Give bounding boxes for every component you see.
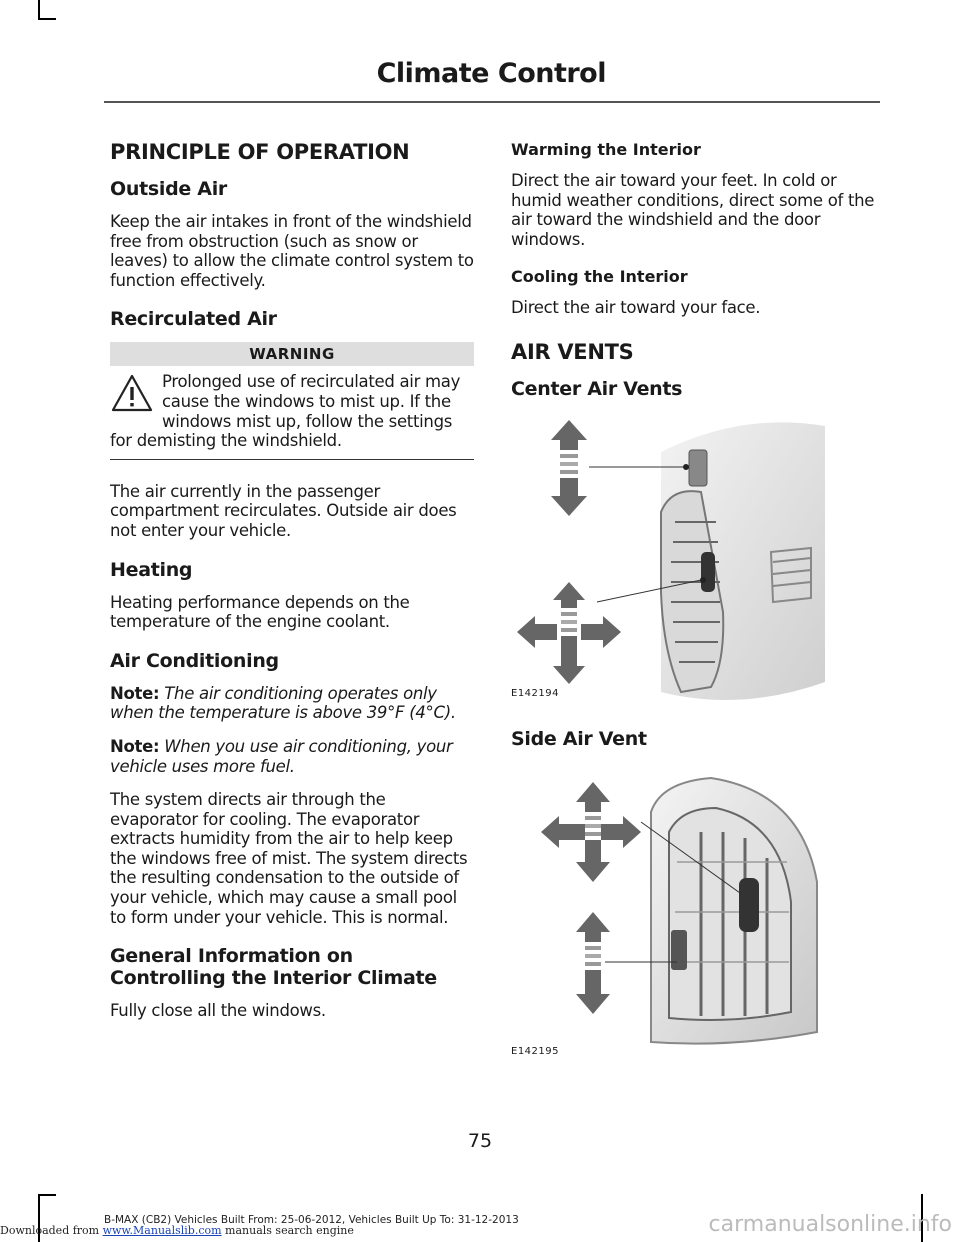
heading-center-air-vents: Center Air Vents (511, 377, 683, 400)
heading-side-air-vent: Side Air Vent (511, 727, 647, 750)
header-rule (104, 101, 880, 103)
figure-label: E142195 (511, 1045, 559, 1057)
manualslib-link[interactable]: www.Manualslib.com (102, 1224, 222, 1237)
note-1 (110, 684, 474, 723)
download-prefix: Downloaded from (0, 1224, 103, 1237)
warning-text: Prolonged use of recirculated air may cause the windows to mist up. If the windows mist up, follow the settings for demisting the windshield. (110, 372, 461, 451)
watermark: carmanualsonline.info (708, 1212, 952, 1237)
up-down-arrow-icon (551, 420, 587, 516)
heading-heating: Heating (110, 558, 193, 581)
heading-air-conditioning: Air Conditioning (110, 649, 279, 672)
side-vent-figure (511, 762, 875, 1062)
paragraph-warming: Direct the air toward your feet. In cold or humid weather conditions, direct some of the air toward the windshield and the door windows. (511, 171, 875, 249)
paragraph-recirculated-air: The air currently in the passenger compartment recirculates. Outside air does not enter your vehicle. (110, 481, 457, 540)
paragraph-heating: Heating performance depends on the temperature of the engine coolant. (110, 592, 410, 632)
heading-outside-air: Outside Air (110, 178, 227, 200)
note-2-text: When you use air conditioning, your vehicle uses more fuel. (110, 736, 453, 776)
warning-heading: WARNING (110, 342, 474, 366)
center-vents-figure (511, 412, 875, 712)
crop-mark (38, 18, 56, 20)
download-notice (0, 1224, 354, 1237)
warning-body (110, 366, 474, 459)
heading-recirculated-air: Recirculated Air (110, 308, 277, 331)
download-suffix: manuals search engine (221, 1224, 354, 1237)
warning-box (110, 342, 474, 459)
crop-mark (38, 1194, 56, 1196)
crop-mark (38, 0, 40, 18)
paragraph-air-conditioning: The system directs air through the evaporator for cooling. The evaporator extracts humidity from the air to help keep the windows free of mist. The system directs the resulting condensation to the outside of your vehicle, which may cause a small pool to form under your vehicle. This is normal. (110, 790, 468, 927)
up-down-arrow-icon (576, 912, 610, 1014)
note-2 (110, 737, 474, 776)
page-title: Climate Control (376, 58, 606, 89)
heading-warming: Warming the Interior (511, 140, 701, 159)
note-1-text: The air conditioning operates only when the temperature is above 39°F (4°C). (110, 683, 456, 723)
heading-air-vents: AIR VENTS (511, 339, 634, 364)
four-way-arrow-icon (517, 582, 621, 684)
warning-triangle-icon (110, 372, 154, 416)
note-label: Note: (110, 683, 160, 703)
footer-vehicle-text: B-MAX (CB2) Vehicles Built From: 25-06-2012, Vehicles Built Up To: 31-12-2013 (104, 1214, 519, 1226)
paragraph-outside-air: Keep the air intakes in front of the windshield free from obstruction (such as snow or leaves) to allow the climate control system to function effectively. (110, 212, 474, 290)
paragraph-general-information: Fully close all the windows. (110, 1001, 326, 1021)
page-number: 75 (467, 1130, 493, 1152)
four-way-arrow-icon (541, 782, 641, 882)
heading-principle: PRINCIPLE OF OPERATION (110, 140, 410, 164)
heading-cooling: Cooling the Interior (511, 267, 688, 287)
note-label: Note: (110, 736, 160, 756)
right-column (511, 130, 875, 1062)
left-column (110, 130, 474, 1035)
side-vent-illustration (511, 762, 875, 1062)
center-vents-illustration (511, 412, 875, 712)
figure-label: E142194 (511, 687, 559, 699)
heading-general-information: General Information on Controlling the Interior Climate (110, 945, 437, 990)
paragraph-cooling: Direct the air toward your face. (511, 298, 761, 318)
